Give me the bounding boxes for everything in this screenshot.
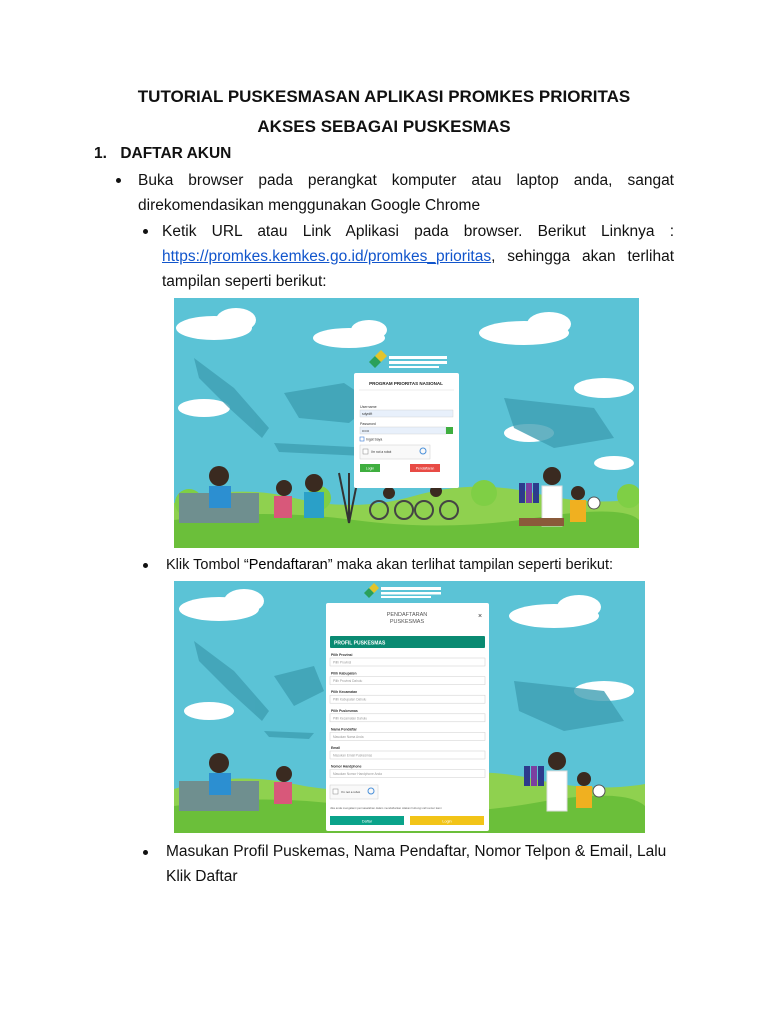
- svg-text:Pendaftaran: Pendaftaran: [415, 466, 435, 471]
- step-2-prefix: Ketik URL atau Link Aplikasi pada browser. Berikut Linknya :: [162, 223, 674, 240]
- step-3-prefix: Klik Tombol “: [166, 557, 249, 573]
- svg-text:Ingat Saya: Ingat Saya: [366, 437, 383, 442]
- doctor-icon: [547, 771, 567, 811]
- field-label: Email: [331, 746, 341, 750]
- field-placeholder: Pilih Provinsi: [333, 660, 352, 665]
- svg-text:I'm not a robot: I'm not a robot: [371, 450, 392, 454]
- clock-icon: [593, 785, 605, 797]
- register-title-2: PUSKESMAS: [389, 619, 425, 625]
- person-icon: [274, 782, 292, 804]
- svg-text:sdyrdft: sdyrdft: [362, 412, 373, 416]
- step-3-text: [166, 553, 666, 578]
- bullet-dot: [143, 563, 148, 568]
- clock-icon: [588, 497, 600, 509]
- field-placeholder: Pilih Kecamatan Dahulu: [333, 716, 368, 721]
- person-icon: [274, 496, 292, 518]
- person-icon: [209, 486, 231, 508]
- field-label: Pilih Kabupaten: [331, 671, 357, 676]
- field-label: Nama Pendaftar: [331, 727, 357, 732]
- password-input[interactable]: [360, 427, 446, 434]
- person-icon: [576, 786, 592, 808]
- field-label: Pilih Provinsi: [331, 653, 353, 657]
- close-icon[interactable]: ×: [477, 613, 483, 620]
- step-3-suffix: ” maka akan terlihat tampilan seperti berikut:: [327, 557, 614, 573]
- svg-text:Login: Login: [365, 466, 375, 471]
- remember-checkbox[interactable]: [360, 437, 364, 441]
- field-placeholder: Masukan Email Puskesmas: [333, 753, 373, 758]
- field-placeholder: Pilih Provinsi Dahulu: [333, 679, 363, 684]
- step-2-suffix: , sehingga akan terlihat tampilan seperti berikut:: [162, 248, 674, 290]
- login-screenshot: [174, 298, 639, 548]
- step-4-text: Masukan Profil Puskemas, Nama Pendaftar, Nomor Telpon & Email, Lalu Klik Daftar: [166, 843, 667, 885]
- field-placeholder: Masukan Nama Anda: [333, 734, 364, 739]
- document-title: TUTORIAL PUSKESMASAN APLIKASI PROMKES PRIORITAS: [137, 87, 631, 106]
- section-label: DAFTAR AKUN: [120, 145, 232, 162]
- svg-text:PROFIL PUSKESMAS: PROFIL PUSKESMAS: [334, 640, 386, 647]
- username-input[interactable]: [360, 410, 453, 417]
- step-2-text: [162, 219, 674, 294]
- svg-text:Daftar: Daftar: [361, 819, 373, 824]
- bullet-dot: [143, 229, 148, 234]
- svg-text:Login: Login: [442, 819, 452, 824]
- password-label: Password: [360, 422, 376, 426]
- document-subtitle: AKSES SEBAGAI PUSKESMAS: [257, 117, 511, 136]
- section-number: 1.: [94, 145, 107, 162]
- register-note: Jika anda mengalami permasalahan dalam mendaftarkan silakan hubungi call center kami: [330, 806, 442, 810]
- svg-text:I'm not a robot: I'm not a robot: [341, 790, 361, 794]
- show-password-icon: [446, 427, 453, 434]
- app-url-link[interactable]: https://promkes.kemkes.go.id/promkes_prioritas: [162, 248, 492, 265]
- register-screenshot: [174, 581, 645, 833]
- field-placeholder: Pilih Kabupaten Dahulu: [333, 697, 367, 702]
- section-heading: [94, 145, 231, 163]
- field-label: Nomor Handphone: [331, 764, 362, 769]
- step-3-bold: Pendaftaran: [248, 557, 328, 573]
- register-title-1: PENDAFTARAN: [386, 612, 428, 618]
- step-1-text: Buka browser pada perangkat komputer atau laptop anda, sangat direkomendasikan menggunakan Google Chrome: [138, 172, 674, 214]
- field-placeholder: Masukan Nomor Handphone Anda: [333, 772, 382, 777]
- person-icon: [209, 773, 231, 795]
- svg-text:••••••: ••••••: [362, 429, 370, 433]
- bullet-dot: [116, 178, 121, 183]
- field-input[interactable]: [330, 658, 485, 666]
- person-icon: [570, 500, 586, 522]
- field-label: Pilih Puskesmas: [331, 708, 358, 713]
- username-label: Username: [360, 405, 377, 409]
- person-icon: [304, 492, 324, 518]
- login-illustration: [174, 298, 639, 548]
- bullet-dot: [143, 850, 148, 855]
- field-label: Pilih Kecamatan: [331, 690, 358, 695]
- login-card-header: PROGRAM PRIORITAS NASIONAL: [369, 381, 443, 386]
- register-illustration: [174, 581, 645, 833]
